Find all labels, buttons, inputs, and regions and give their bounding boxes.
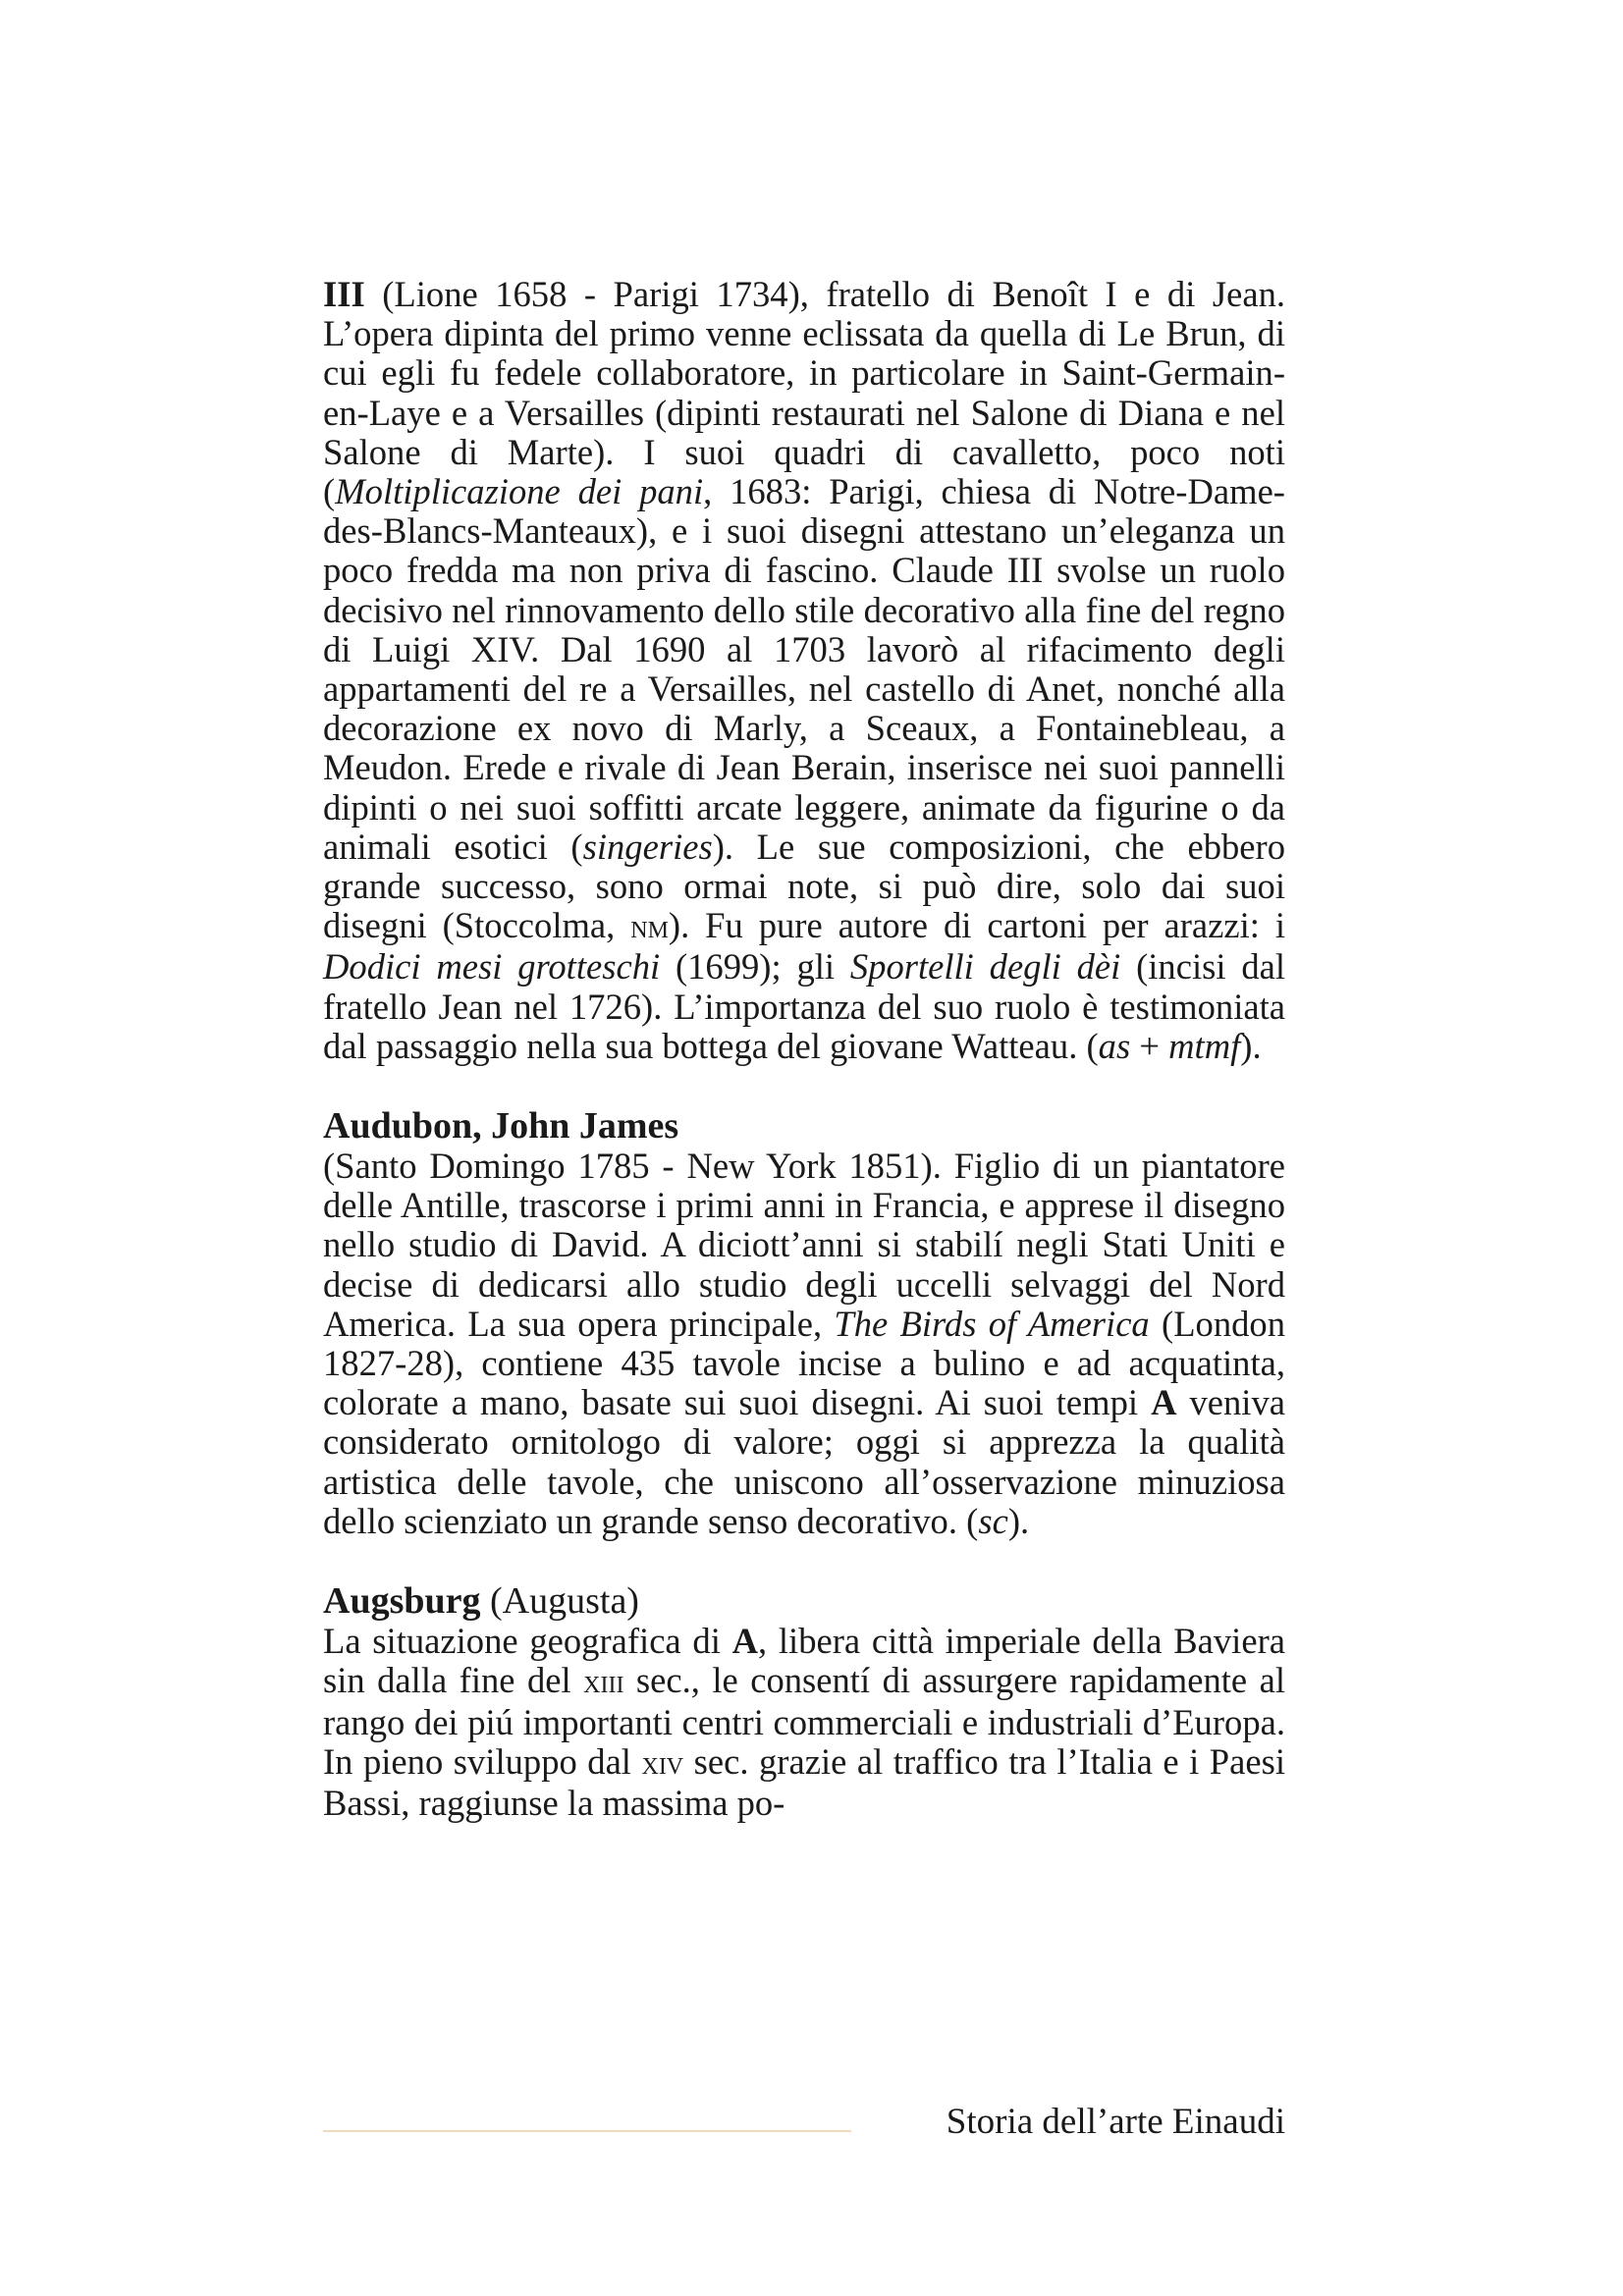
entry-audubon-paragraph: (Santo Domingo 1785 - New York 1851). Figlio di un piantatore delle Antille, trascorse i primi anni in Francia, e apprese il disegno nello studio di David. A diciott’anni si stabilí negli Stati Uniti e decise di dedicarsi allo studio degli uccelli selvaggi del Nord America. La sua opera principale, The Birds of America (London 1827-28), contiene 435 tavole incise a bulino e ad acquatinta, colorate a mano, basate sui suoi disegni. Ai suoi tempi A veniva considerato ornitologo di valore; oggi si apprezza la qualità artistica delle tavole, che uniscono all’osservazione minuziosa dello scienziato un grande senso decorativo. (sc). <box>323 1146 1285 1541</box>
entry-heading-audubon: Audubon, John James <box>323 1105 679 1148</box>
entry-augsburg-paragraph: La situazione geografica di A, libera città imperiale della Baviera sin dalla fine del xiii sec., le consentí di assurgere rapidamente al rango dei piú importanti centri commerciali e industriali d’Europa. In pieno sviluppo dal xiv sec. grazie al traffico tra l’Italia e i Paesi Bassi, raggiunse la massima po- <box>323 1621 1286 1823</box>
entry-heading-augsburg: Augsburg (Augusta) <box>323 1580 639 1623</box>
page-footer <box>323 2101 1285 2160</box>
entry-claude-iii-paragraph: III (Lione 1658 - Parigi 1734), fratello di Benoît I e di Jean. L’opera dipinta del primo venne eclissata da quella di Le Brun, di cui egli fu fedele collaboratore, in particolare in Saint-Germain-en-Laye e a Versailles (dipinti restaurati nel Salone di Diana e nel Salone di Marte). I suoi quadri di cavalletto, poco noti (Moltiplicazione dei pani, 1683: Parigi, chiesa di Notre-Dame-des-Blancs-Manteaux), e i suoi disegni attestano un’eleganza un poco fredda ma non priva di fascino. Claude III svolse un ruolo decisivo nel rinnovamento dello stile decorativo alla fine del regno di Luigi XIV. Dal 1690 al 1703 lavorò al rifacimento degli appartamenti del re a Versailles, nel castello di Anet, nonché alla decorazione ex novo di Marly, a Sceaux, a Fontainebleau, a Meudon. Erede e rivale di Jean Berain, inserisce nei suoi pannelli dipinti o nei suoi soffitti arcate leggere, animate da figurine o da animali esotici (singeries). Le sue composizioni, che ebbero grande successo, sono ormai note, si può dire, solo dai suoi disegni (Stoccolma, nm). Fu pure autore di cartoni per arazzi: i Dodici mesi grotteschi (1699); gli Sportelli degli dèi (incisi dal fratello Jean nel 1726). L’importanza del suo ruolo è testimoniata dal passaggio nella sua bottega del giovane Watteau. (as + mtmf). <box>323 274 1286 1066</box>
text-column <box>323 275 1285 1823</box>
footer-title: Storia dell’arte Einaudi <box>946 2102 1285 2142</box>
entry-lead-bold: III <box>323 274 365 314</box>
footer-rule <box>323 2130 851 2132</box>
